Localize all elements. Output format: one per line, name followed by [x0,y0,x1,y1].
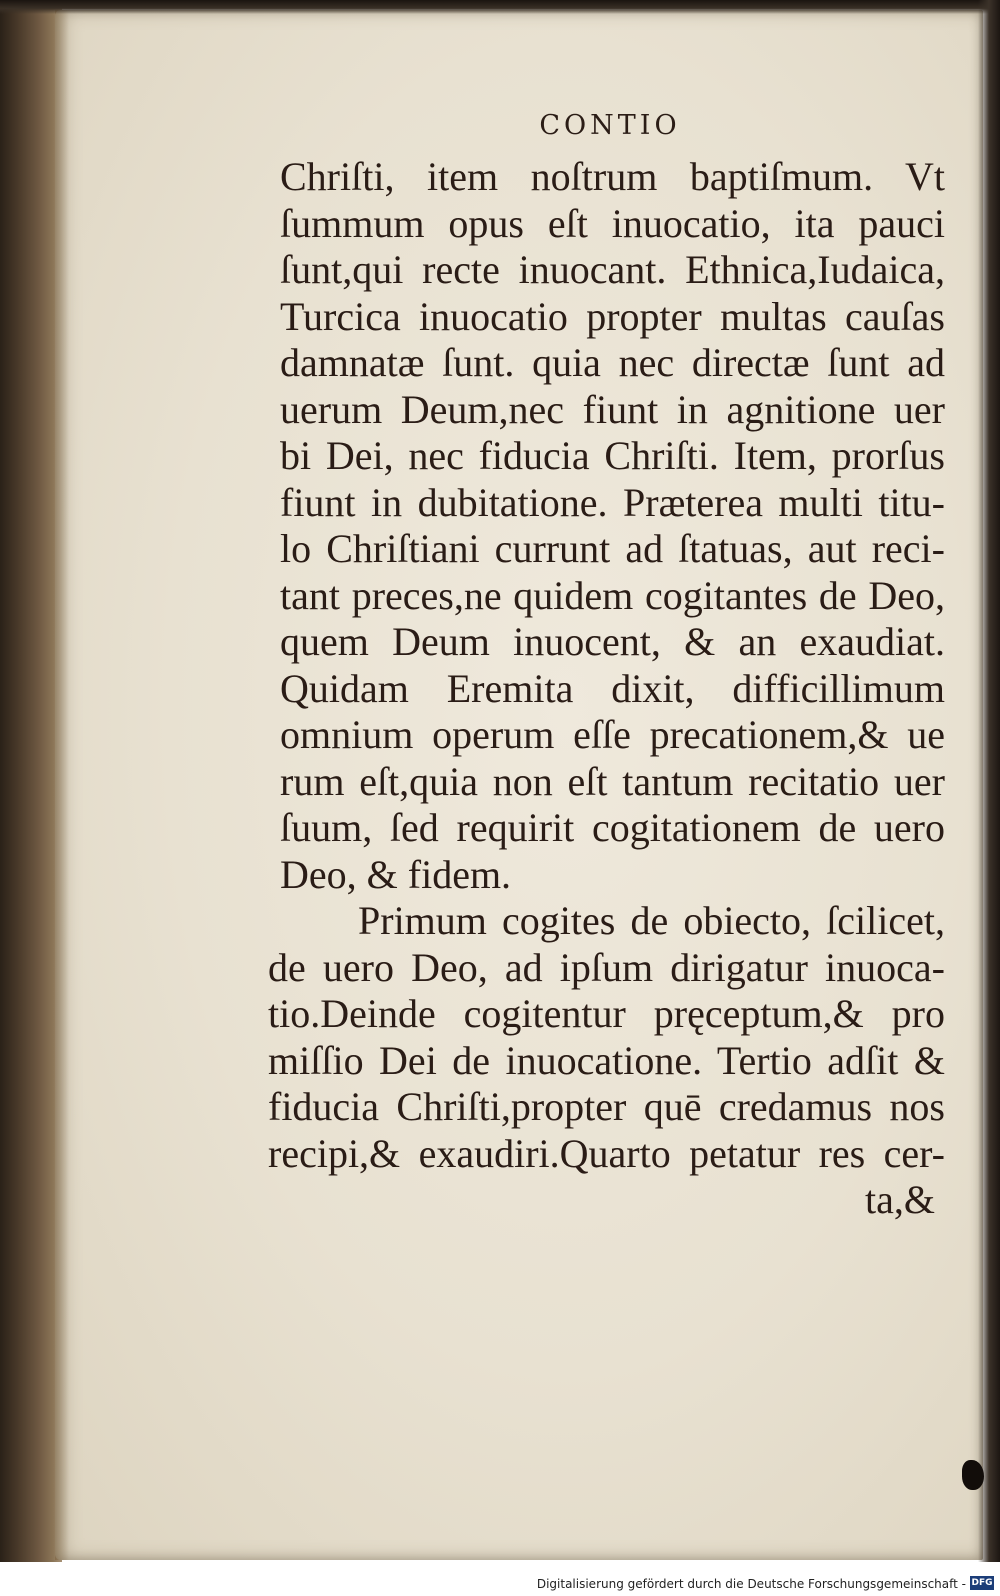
text-line: tio.Deinde cogitentur pręceptum,& pro [268,991,945,1036]
book-spine-edge [0,0,62,1562]
text-line: Quidam Eremita dixit, difficillimum [280,665,945,711]
text-line: ſunt,qui recte inuocant. Ethnica,Iudaica, [280,247,945,292]
text-line: fiunt in dubitatione. Præterea multi titu- [280,479,945,525]
text-line: uerum Deum,nec fiunt in agnitione uer [280,386,945,432]
page-gutter-shadow [55,10,69,1560]
text-line: tant preces,ne quidem cogitantes de Deo, [280,572,945,618]
text-line: ſuum, ſed requirit cogitationem de uero [280,805,945,850]
text-line: miſſio Dei de inuocatione. Tertio adſit & [268,1037,945,1083]
top-edge-shadow [0,0,1000,14]
text-line: omnium operum eſſe precationem,& ue [280,712,945,757]
text-line: bi Dei, nec fiducia Chriſti. Item, prorſus [280,433,945,478]
text-line: Deo, & fidem. [280,851,512,897]
text-line: damnatæ ſunt. quia nec directæ ſunt ad [280,340,945,385]
text-line: Chriſti, item noſtrum baptiſmum. Vt [280,154,945,199]
right-edge-shadow [978,0,1000,1562]
ink-blot-mark [962,1460,984,1490]
running-head: CONTIO [539,110,681,141]
text-line: Turcica inuocatio propter multas cauſas [280,293,945,339]
catchword: ta,& [865,1177,935,1222]
text-line: lo Chriſtiani currunt ad ſtatuas, aut reci- [280,526,945,571]
text-line: ſummum opus eſt inuocatio, ita pauci [280,200,945,246]
body-text [268,154,945,1224]
text-line: de uero Deo, ad ipſum dirigatur inuoca- [268,944,945,990]
text-line: fiducia Chriſti,propter quē credamus nos [268,1084,945,1129]
paragraph-first-line: Primum cogites de obiecto, ſcilicet, [358,898,945,943]
text-line: quem Deum inuocent, & an exaudiat. [280,619,945,664]
dfg-logo: DFG [971,1578,993,1588]
text-line: rum eſt,quia non eſt tantum recitatio uer [280,758,945,804]
text-line: recipi,& exaudiri.Quarto petatur res cer- [268,1130,945,1176]
funding-credit: Digitalisierung gefördert durch die Deutsche Forschungsgemeinschaft - [536,1577,966,1591]
